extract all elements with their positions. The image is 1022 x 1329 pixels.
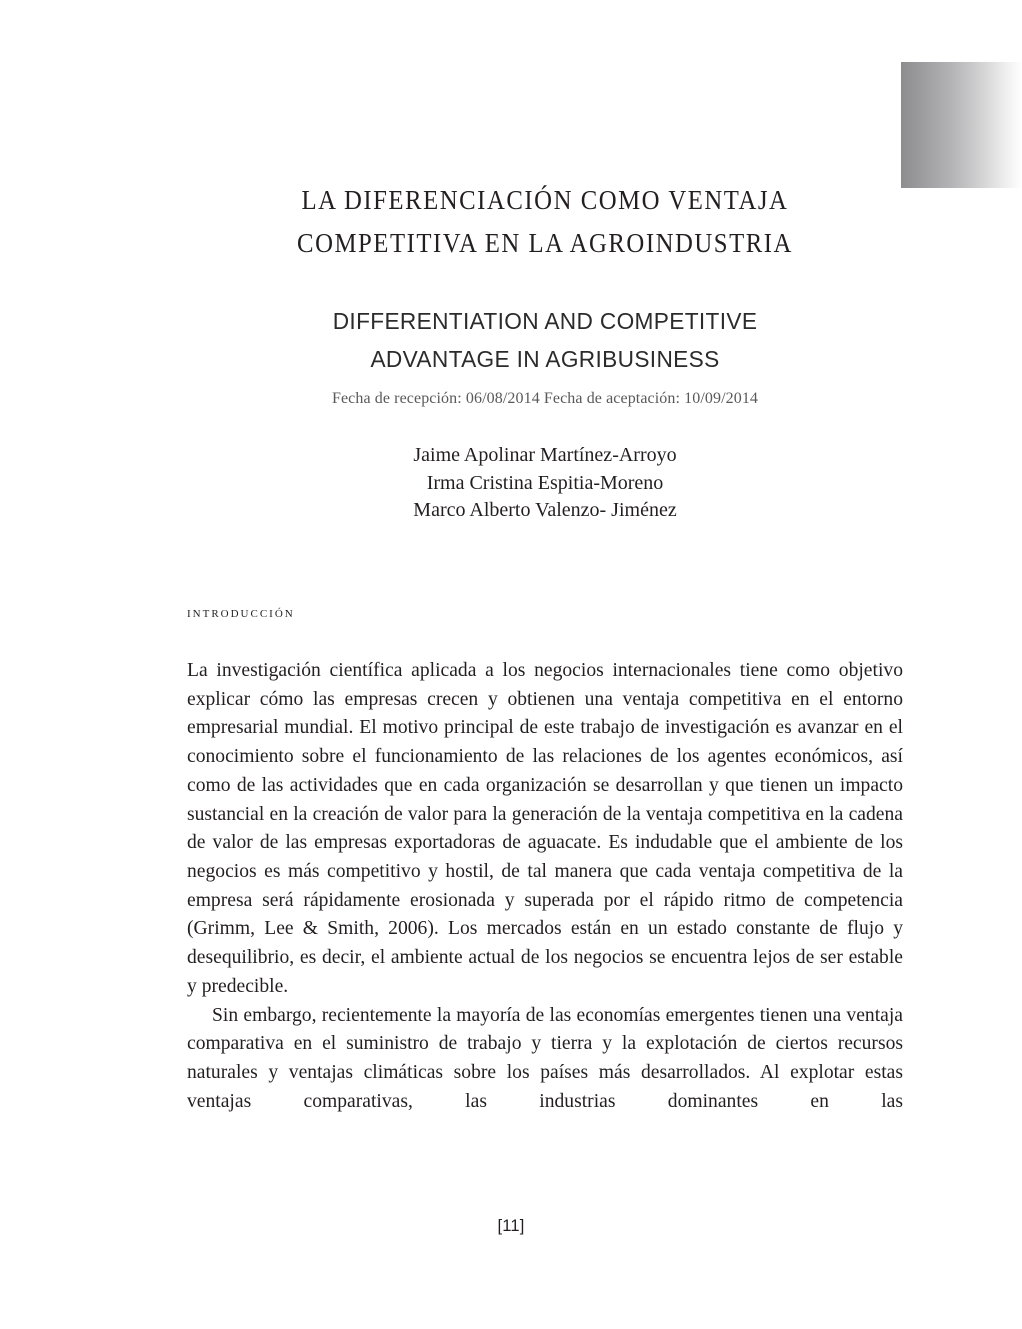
author-name: Jaime Apolinar Martínez-Arroyo	[413, 444, 677, 466]
author-list	[187, 442, 903, 525]
body-paragraph: Sin embargo, recientemente la mayoría de las economías emergentes tienen una ventaja comparativa en el suministro de trabajo y tierra y la explotación de ciertos recursos naturales y ventajas climáticas sobre los países más desarrollados. Al explotar estas ventajas comparativas, las industrias dominantes en las	[187, 1004, 903, 1112]
body-text-column	[187, 657, 903, 1145]
page-number: [11]	[497, 1217, 525, 1235]
article-title-spanish-line-1: LA DIFERENCIACIÓN COMO VENTAJA	[301, 184, 789, 215]
article-title-spanish	[223, 178, 867, 264]
author-name: Marco Alberto Valenzo- Jiménez	[413, 499, 677, 521]
author-name: Irma Cristina Espitia-Moreno	[426, 471, 664, 494]
article-title-english-line-2: ADVANTAGE IN AGRIBUSINESS	[370, 346, 720, 372]
article-title-spanish-line-2: COMPETITIVA EN LA AGROINDUSTRIA	[297, 227, 793, 258]
article-title-english	[200, 302, 891, 378]
article-title-english-line-1: DIFFERENTIATION AND COMPETITIVE	[332, 308, 758, 334]
section-heading-introduccion: introducción	[187, 604, 295, 621]
body-paragraph: La investigación científica aplicada a los negocios internacionales tiene como objetivo explicar cómo las empresas crecen y obtienen una ventaja competitiva en el entorno empresarial mundial. El motivo principal de este trabajo de investigación es avanzar en el conocimiento sobre el funcionamiento de las relaciones de los agentes económicos, así como de las actividades que en cada organización se desarrollan y que tienen un impacto sustancial en la creación de valor para la generación de la ventaja competitiva en la cadena de valor de las empresas exportadoras de aguacate. Es indudable que el ambiente de los negocios es más competitivo y hostil, de tal manera que cada ventaja competitiva de la empresa será rápidamente erosionada y superada por el rápido ritmo de competencia (Grimm, Lee & Smith, 2006). Los mercados están en un estado constante de flujo y desequilibrio, es decir, el ambiente actual de los negocios se encuentra lejos de ser estable y predecible.	[187, 660, 903, 997]
submission-dates: Fecha de recepción: 06/08/2014 Fecha de aceptación: 10/09/2014	[331, 390, 759, 407]
